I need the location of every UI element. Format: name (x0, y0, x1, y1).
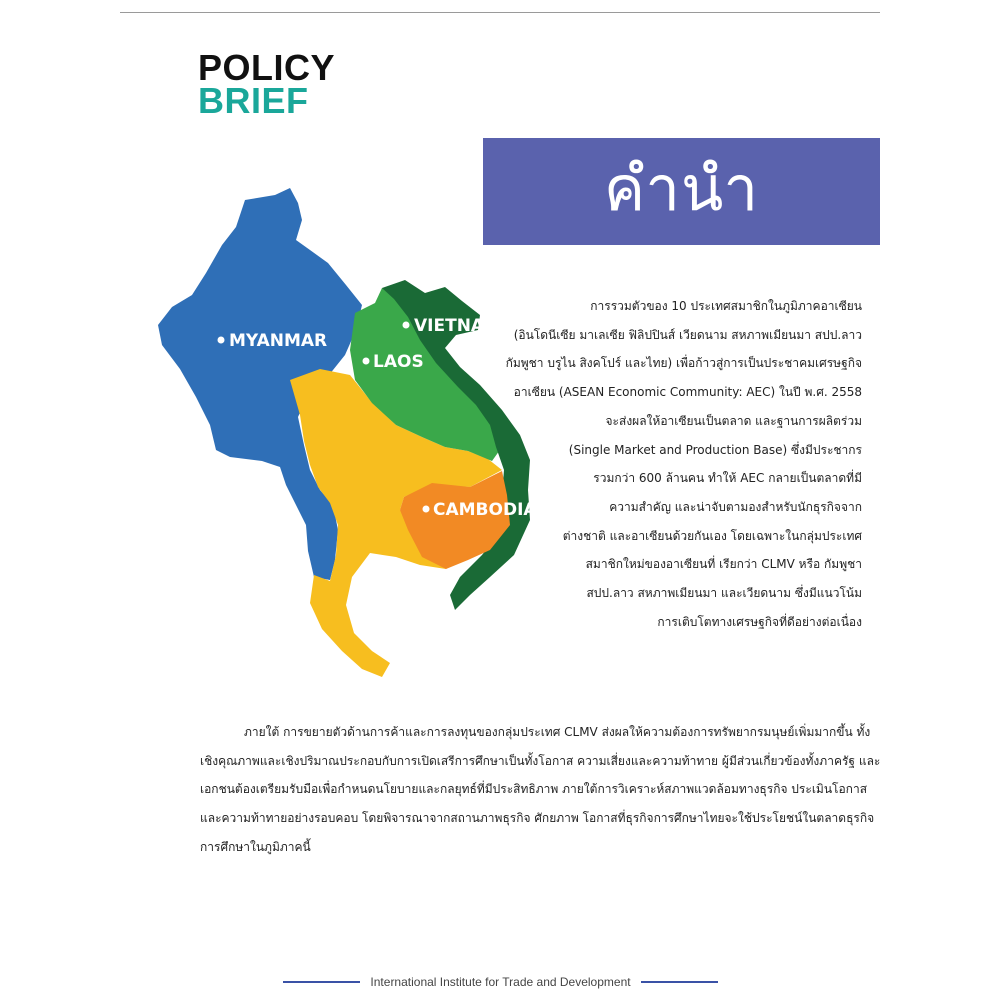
footer-rule-right (641, 981, 718, 983)
footer-rule-left (283, 981, 360, 983)
label-myanmar: MYANMAR (229, 331, 328, 351)
policy-brief-logo (198, 47, 336, 121)
intro-line: รวมกว่า 600 ล้านคน ทำให้ AEC กลายเป็นตลาดที่มี (593, 471, 862, 486)
intro-line: สมาชิกใหม่ของอาเซียนที่ เรียกว่า CLMV หรือ กัมพูชา (585, 557, 862, 572)
body-line: ภายใต้ การขยายตัวด้านการค้าและการลงทุนของกลุ่มประเทศ CLMV ส่งผลให้ความต้องการทรัพยากรมนุษย์เพิ่มมากขึ้น ทั้ง (244, 725, 871, 739)
cambodia-dot (423, 506, 430, 513)
intro-line: (อินโดนีเซีย มาเลเซีย ฟิลิปปินส์ เวียดนาม สหภาพเมียนมา สปป.ลาว (513, 327, 862, 342)
laos-dot (363, 358, 370, 365)
footer-institute-name: International Institute for Trade and Development (370, 975, 631, 989)
intro-line: ความสำคัญ และน่าจับตามองสำหรับนักธุรกิจจาก (609, 499, 862, 514)
logo-policy-text: POLICY (198, 47, 336, 88)
intro-line: การเติบโตทางเศรษฐกิจที่ดีอย่างต่อเนื่อง (657, 614, 862, 629)
label-laos: LAOS (373, 352, 424, 372)
intro-paragraph (490, 292, 862, 636)
intro-line: สปป.ลาว สหภาพเมียนมา และเวียดนาม ซึ่งมีแนวโน้ม (586, 586, 862, 601)
page-title: คำนำ (603, 151, 760, 225)
label-cambodia: CAMBODIA (433, 500, 537, 520)
intro-line: ต่างชาติ และอาเซียนด้วยกันเอง โดยเฉพาะในกลุ่มประเทศ (562, 528, 862, 543)
footer (283, 975, 718, 989)
vietnam-dot (403, 322, 410, 329)
body-line: การศึกษาในภูมิภาคนี้ (200, 839, 311, 854)
body-line: เอกชนต้องเตรียมรับมือเพื่อกำหนดนโยบายและกลยุทธ์ที่มีประสิทธิภาพ ภายใต้การวิเคราะห์สภาพแวดล้อมทางธุรกิจ ประเมินโอกาส (200, 782, 868, 797)
intro-line: อาเซียน (ASEAN Economic Community: AEC) ในปี พ.ศ. 2558 (513, 385, 862, 400)
intro-line: จะส่งผลให้อาเซียนเป็นตลาด และฐานการผลิตร่วม (605, 413, 862, 428)
logo-brief-text: BRIEF (198, 80, 309, 121)
body-paragraph (200, 718, 881, 862)
top-divider (120, 12, 880, 13)
body-line: และความท้าทายอย่างรอบคอบ โดยพิจารณาจากสถานภาพธุรกิจ ศักยภาพ โอกาสที่ธุรกิจการศึกษาไทยจะใช้ประโยชน์ในตลาดธุรกิจ (200, 811, 875, 826)
intro-line: (Single Market and Production Base) ซึ่งมีประชากร (568, 442, 862, 457)
label-vietnam: VIETNAM (414, 316, 501, 336)
myanmar-dot (218, 337, 225, 344)
intro-line: กัมพูชา บรูไน สิงคโปร์ และไทย) เพื่อก้าวสู่การเป็นประชาคมเศรษฐกิจ (505, 356, 862, 371)
body-line: เชิงคุณภาพและเชิงปริมาณประกอบกับการเปิดเสรีการศึกษาเป็นทั้งโอกาส ความเสี่ยงและความท้าทาย ผู้มีส่วนเกี่ยวข้องทั้งภาครัฐ และ (200, 753, 881, 768)
intro-line: การรวมตัวของ 10 ประเทศสมาชิกในภูมิภาคอาเซียน (590, 299, 862, 313)
